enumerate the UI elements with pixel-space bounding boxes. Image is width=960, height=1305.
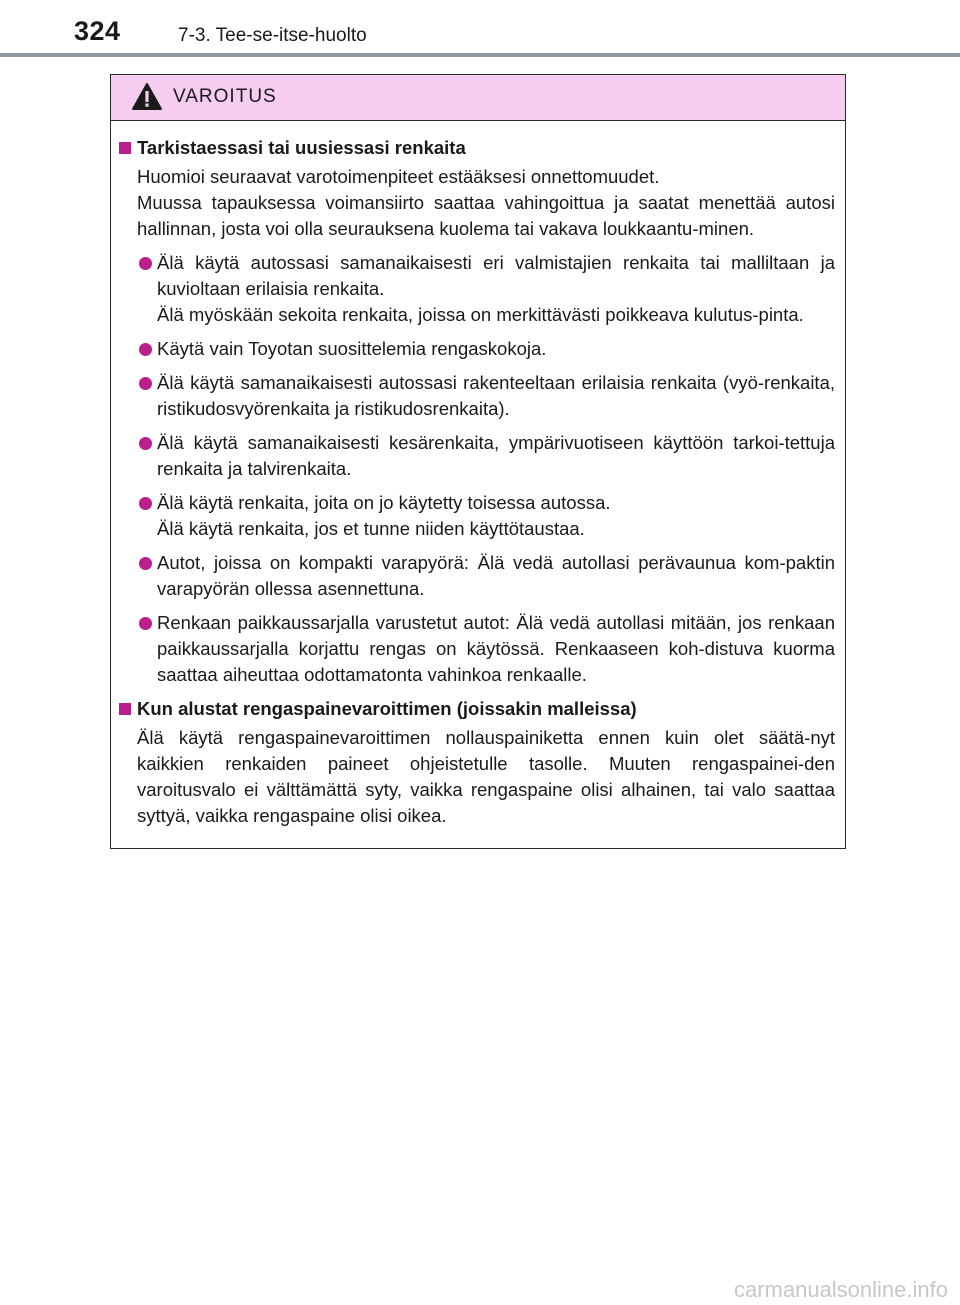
round-bullet-icon xyxy=(139,437,152,450)
square-bullet-icon xyxy=(119,142,131,154)
bullet-item: Käytä vain Toyotan suosittelemia rengaskokoja. xyxy=(119,336,835,362)
round-bullet-icon xyxy=(139,343,152,356)
section-tire-check xyxy=(119,135,835,688)
bullet-item: Renkaan paikkaussarjalla varustetut autot: Älä vedä autollasi mitään, jos renkaan paikkaussarjalla korjattu rengas on käytössä. Renkaaseen koh-distuva kuorma saattaa aiheuttaa odottamatonta vahinkoa renkaalle. xyxy=(119,610,835,688)
bullet-item: Autot, joissa on kompakti varapyörä: Älä vedä autollasi perävaunua kom-paktin varapyörän ollessa asennettuna. xyxy=(119,550,835,602)
bullet-item: Älä käytä renkaita, joita on jo käytetty toisessa autossa. Älä käytä renkaita, jos et tunne niiden käyttötaustaa. xyxy=(119,490,835,542)
section-tpms-reset xyxy=(119,696,835,829)
watermark: carmanualsonline.info xyxy=(733,1277,948,1302)
round-bullet-icon xyxy=(139,257,152,270)
section-heading: Tarkistaessasi tai uusiessasi renkaita xyxy=(119,135,835,161)
section-heading: Kun alustat rengaspainevaroittimen (joissakin malleissa) xyxy=(119,696,835,722)
section-text: Huomioi seuraavat varotoimenpiteet estääksesi onnettomuudet. Muussa tapauksessa voimansiirto saattaa vahingoittua ja saatat menettää autosi hallinnan, josta voi olla seurauksena kuolema tai vakava loukkaantu-minen. xyxy=(137,166,835,239)
warning-label: VAROITUS xyxy=(173,86,277,107)
bullet-list xyxy=(119,250,835,688)
page-number: 324 xyxy=(74,16,121,46)
round-bullet-icon xyxy=(139,377,152,390)
warning-triangle-icon xyxy=(131,82,163,111)
warning-box xyxy=(110,74,846,849)
section-text: Älä käytä rengaspainevaroittimen nollauspainiketta ennen kuin olet säätä-nyt kaikkien renkaiden paineet ohjeistetulle tasolle. Muuten rengaspainei-den varoitusvalo ei välttämättä syty, vaikka rengaspaine olisi alhainen, tai valo saattaa syttyä, vaikka rengaspaine olisi oikea. xyxy=(137,727,835,826)
page-header xyxy=(0,0,960,60)
square-bullet-icon xyxy=(119,703,131,715)
section-title: 7-3. Tee-se-itse-huolto xyxy=(178,25,367,46)
warning-header xyxy=(111,75,845,121)
round-bullet-icon xyxy=(139,497,152,510)
bullet-item: Älä käytä samanaikaisesti kesärenkaita, ympärivuotiseen käyttöön tarkoi-tettuja renkaita ja talvirenkaita. xyxy=(119,430,835,482)
warning-body xyxy=(111,121,845,829)
round-bullet-icon xyxy=(139,617,152,630)
header-divider xyxy=(0,53,960,57)
round-bullet-icon xyxy=(139,557,152,570)
bullet-item: Älä käytä autossasi samanaikaisesti eri valmistajien renkaita tai malliltaan ja kuvioltaan erilaisia renkaita. Älä myöskään sekoita renkaita, joissa on merkittävästi poikkeava kulutus-pinta. xyxy=(119,250,835,328)
bullet-item: Älä käytä samanaikaisesti autossasi rakenteeltaan erilaisia renkaita (vyö-renkaita, ristikudosvyörenkaita ja ristikudosrenkaita). xyxy=(119,370,835,422)
